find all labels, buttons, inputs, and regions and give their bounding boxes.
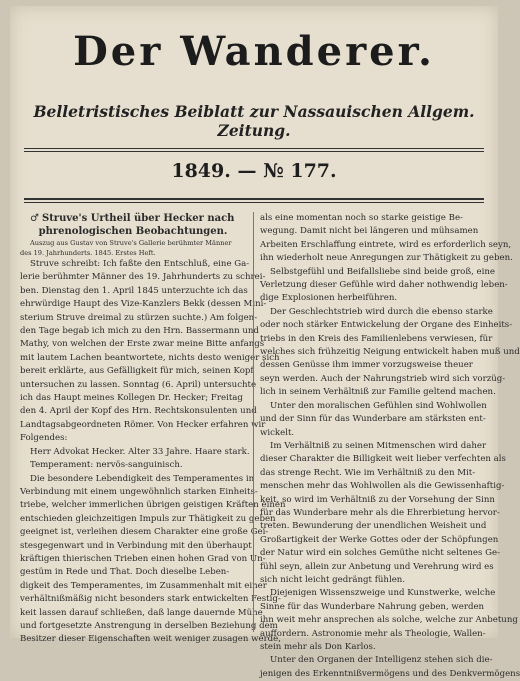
left-column xyxy=(20,212,286,647)
text-line: kräftigen thierischen Trieben einen hohen Grad von Un- xyxy=(20,553,266,564)
text-line: geeignet ist, verleihen diesem Charakter eine große Gei- xyxy=(20,527,269,538)
article-title-line: phrenologischen Beobachtungen. xyxy=(38,226,228,237)
issue-rule xyxy=(24,198,484,200)
text-line: Landtagsabgeordneten Römer. Von Hecker erfahren wir xyxy=(20,419,266,430)
text-line: jenigen des Erkenntnißvermögens und des Denkvermögens xyxy=(260,668,520,679)
text-line: Verletzung dieser Gefühle wird daher nothwendig leben- xyxy=(260,280,508,291)
text-line: mit lautem Lachen beantwortete, nichts desto weniger sich xyxy=(20,352,280,363)
text-line: ich das Haupt meines Kollegen Dr. Hecker; Freitag xyxy=(20,393,243,404)
text-line: welches sich frühzeitig Neigung entwickelt haben muß und xyxy=(260,347,520,358)
text-line: Selbstgefühl und Beifallsliebe sind beide groß, eine xyxy=(270,266,495,277)
text-line: den 4. April der Kopf des Hrn. Rechtskonsulenten und xyxy=(20,406,257,417)
text-line: sterium Struve dreimal zu stürzen suchte.) Am folgen- xyxy=(20,312,258,323)
article-title-line: Struve's Urtheil über Hecker nach xyxy=(41,213,235,224)
article-mark: ♂ xyxy=(30,213,39,224)
text-line: als eine momentan noch so starke geistige Be- xyxy=(260,213,463,223)
text-line: Verbindung mit einem ungewöhnlich starken Einheits- xyxy=(20,486,258,497)
article-body-continued xyxy=(260,212,520,681)
text-line: den Tage begab ich mich zu den Hrn. Bassermann und xyxy=(20,326,259,337)
article-body xyxy=(20,258,286,647)
article-title xyxy=(20,212,246,225)
text-line: Struve schreibt: Ich faßte den Entschluß, eine Ga- xyxy=(30,259,250,269)
text-line: sich nicht leicht gedrängt fühlen. xyxy=(260,574,406,585)
text-line: des 19. Jahrhunderts. 1845. Erstes Heft. xyxy=(20,249,156,257)
article-source xyxy=(20,238,246,258)
text-line: Großartigkeit der Werke Gottes oder der Schöpfungen xyxy=(260,534,499,545)
text-line: ehrwürdige Haupt des Vize-Kanzlers Bekk (dessen Mini- xyxy=(20,299,267,310)
text-line: verhältnißmäßig nicht besonders stark entwickelten Festig- xyxy=(20,594,281,605)
masthead-subtitle: Belletristisches Beiblatt zur Nassauischen Allgem. Zeitung. xyxy=(33,102,475,140)
text-line: ihn weit mehr ansprechen als solche, welche zur Anbetung xyxy=(260,615,518,626)
text-line: dieser Charakter die Billigkeit weit lieber verfechten als xyxy=(260,454,506,465)
masthead-title: Der Wanderer. xyxy=(73,28,435,75)
text-line: der Natur wird ein solches Gemüthe nicht seltenes Ge- xyxy=(260,548,501,559)
text-line: seyn werden. Auch der Nahrungstrieb wird sich vorzüg- xyxy=(260,373,506,384)
text-line: triebe, welcher immerlichen übrigen geistigen Kräften einen xyxy=(20,500,286,511)
text-line: Temperament: nervös-sanguinisch. xyxy=(30,460,183,471)
text-line: stein mehr als Don Karlos. xyxy=(260,642,376,652)
text-line: und der Sinn für das Wunderbare am stärksten ent- xyxy=(260,414,486,425)
text-line: Auszug aus Gustav von Struve's Gallerie berühmter Männer xyxy=(30,239,232,247)
text-line: Unter den Organen der Intelligenz stehen sich die- xyxy=(270,655,493,666)
text-line: Mathy, von welchen der Erste zwar meine Bitte anfangs xyxy=(20,339,265,350)
text-line: wegung. Damit nicht bei längeren und mühsamen xyxy=(260,226,479,237)
text-line: Im Verhältniß zu seinen Mitmenschen wird daher xyxy=(270,440,487,451)
text-line: Sinne für das Wunderbare Nahrung geben, werden xyxy=(260,601,485,612)
right-column xyxy=(260,212,520,681)
text-line: Unter den moralischen Gefühlen sind Wohlwollen xyxy=(270,400,487,411)
text-line: dessen Genüsse ihm immer vorzugsweise theuer xyxy=(260,360,473,371)
text-line: auffordern. Astronomie mehr als Theologie, Wallen- xyxy=(260,628,486,639)
text-line: oder noch stärker Entwickelung der Organe des Einheits- xyxy=(260,320,513,331)
text-line: Besitzer dieser Eigenschaften weit weniger zusagen werde, xyxy=(20,634,281,645)
issue-rule xyxy=(24,202,484,203)
text-line: lich in seinem Verhältniß zur Familie geltend machen. xyxy=(260,387,496,398)
text-line: gestüm in Rede und That. Doch dieselbe Leben- xyxy=(20,567,230,578)
text-line: triebs in den Kreis des Familienlebens verwiesen, für xyxy=(260,333,493,344)
text-line: und fortgesetzte Anstrengung in derselben Beziehung dem xyxy=(20,620,278,631)
text-line: digkeit des Temperamentes, im Zusammenhalt mit einer xyxy=(20,580,267,591)
issue-number: 1849. — № 177. xyxy=(171,160,337,182)
text-line: wickelt. xyxy=(260,427,295,438)
text-line: ben. Dienstag den 1. April 1845 unterzuchte ich das xyxy=(20,285,248,296)
text-line: untersuchen zu lassen. Sonntag (6. April) untersuchte xyxy=(20,379,257,390)
text-line: Die besondere Lebendigkeit des Temperamentes in xyxy=(30,473,255,484)
text-line: menschen mehr das Wohlwollen als die Gewissenhaftig- xyxy=(260,481,505,492)
text-line: entschieden gleichzeitigen Impuls zur Thätigkeit zu geben xyxy=(20,513,276,524)
text-line: stesgegenwart und in Verbindung mit den überhaupt xyxy=(20,540,252,551)
newspaper-page xyxy=(10,6,520,679)
column-divider xyxy=(253,212,254,632)
text-line: Folgendes: xyxy=(20,433,68,444)
text-line: Diejenigen Wissenszweige und Kunstwerke, welche xyxy=(270,588,496,599)
text-line: fühl seyn, allein zur Anbetung und Verehrung wird es xyxy=(260,561,494,572)
text-line: ihn wiederholt neue Anregungen zur Thätigkeit zu geben. xyxy=(260,253,513,264)
text-line: bereit erklärte, aus Gefälligkeit für mich, seinen Kopf xyxy=(20,366,254,377)
text-line: das strenge Recht. Wie im Verhältniß zu den Mit- xyxy=(260,467,476,478)
text-line: Der Geschlechtstrieb wird durch die ebenso starke xyxy=(270,306,493,317)
text-line: keit, so wird im Verhältniß zu der Vorsehung der Sinn xyxy=(260,494,495,505)
text-line: treten. Bewunderung der unendlichen Weisheit und xyxy=(260,521,487,532)
text-line: Herr Advokat Hecker. Alter 33 Jahre. Haare stark. xyxy=(30,446,250,457)
text-line: für das Wunderbare mehr als die Ehrerbietung hervor- xyxy=(260,507,500,518)
text-line: lerie berühmter Männer des 19. Jahrhunderts zu schrei- xyxy=(20,272,266,283)
text-line: Arbeiten Erschlaffung eintrete, wird es erforderlich seyn, xyxy=(260,239,512,250)
header-rule xyxy=(24,148,484,149)
header-rule xyxy=(24,151,484,152)
text-line: keit lassen darauf schließen, daß lange dauernde Mühe xyxy=(20,607,263,618)
text-line: dige Explosionen herbeiführen. xyxy=(260,293,398,304)
